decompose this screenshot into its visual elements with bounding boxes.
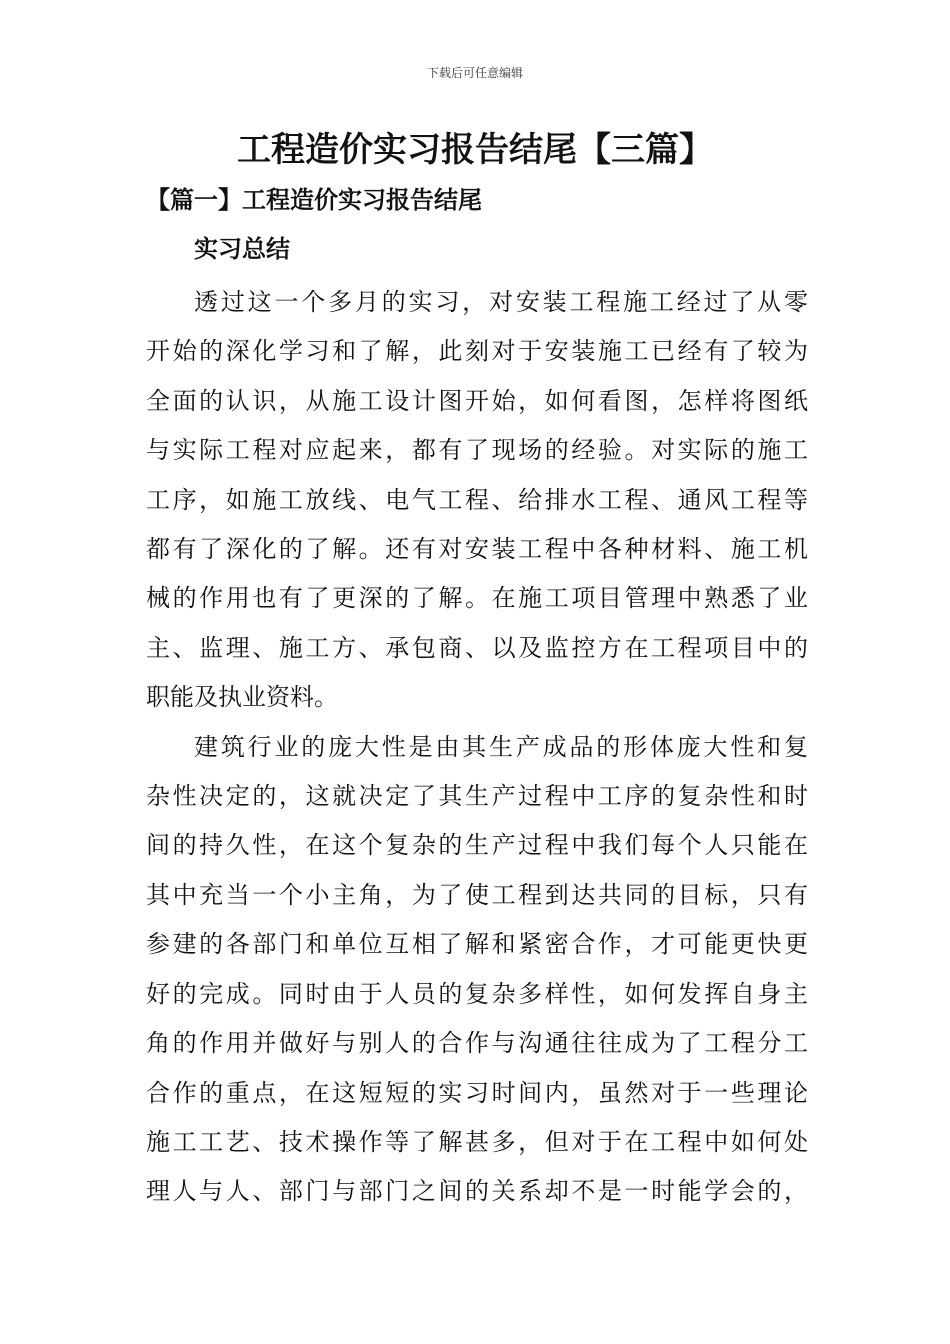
text-line: 与实际工程对应起来，都有了现场的经验。对实际的施工 bbox=[146, 436, 808, 465]
document-body bbox=[146, 278, 808, 1217]
text-line: 理人与人、部门与部门之间的关系却不是一时能学会的， bbox=[146, 1177, 808, 1206]
text-line: 开始的深化学习和了解，此刻对于安装施工已经有了较为 bbox=[146, 337, 808, 366]
text-line: 间的持久性，在这个复杂的生产过程中我们每个人只能在 bbox=[146, 831, 808, 860]
text-line: 参建的各部门和单位互相了解和紧密合作，才可能更快更 bbox=[146, 930, 808, 959]
document-title: 工程造价实习报告结尾【三篇】 bbox=[237, 130, 713, 170]
text-line: 角的作用并做好与别人的合作与沟通往往成为了工程分工 bbox=[146, 1029, 808, 1058]
text-line: 工序，如施工放线、电气工程、给排水工程、通风工程等 bbox=[146, 485, 808, 514]
text-line: 都有了深化的了解。还有对安装工程中各种材料、施工机 bbox=[146, 535, 808, 564]
page-header-note: 下载后可任意编辑 bbox=[426, 66, 523, 80]
text-line: 建筑行业的庞大性是由其生产成品的形体庞大性和复 bbox=[194, 732, 808, 761]
text-line: 透过这一个多月的实习，对安装工程施工经过了从零 bbox=[194, 288, 808, 316]
text-line: 好的完成。同时由于人员的复杂多样性，如何发挥自身主 bbox=[146, 979, 808, 1008]
text-line: 其中充当一个小主角，为了使工程到达共同的目标，只有 bbox=[146, 880, 808, 909]
text-line: 杂性决定的，这就决定了其生产过程中工序的复杂性和时 bbox=[146, 782, 808, 811]
text-line: 职能及执业资料。 bbox=[146, 683, 338, 712]
sub-heading: 实习总结 bbox=[194, 234, 290, 263]
text-line: 全面的认识，从施工设计图开始，如何看图，怎样将图纸 bbox=[146, 386, 808, 415]
text-line: 施工工艺、技术操作等了解甚多，但对于在工程中如何处 bbox=[146, 1127, 808, 1156]
paragraph-1 bbox=[146, 278, 808, 723]
section-heading: 【篇一】工程造价实习报告结尾 bbox=[146, 185, 482, 214]
text-line: 械的作用也有了更深的了解。在施工项目管理中熟悉了业 bbox=[146, 584, 808, 613]
text-line: 主、监理、施工方、承包商、以及监控方在工程项目中的 bbox=[146, 633, 808, 662]
text-line: 合作的重点，在这短短的实习时间内，虽然对于一些理论 bbox=[146, 1078, 808, 1107]
paragraph-2 bbox=[146, 723, 808, 1217]
